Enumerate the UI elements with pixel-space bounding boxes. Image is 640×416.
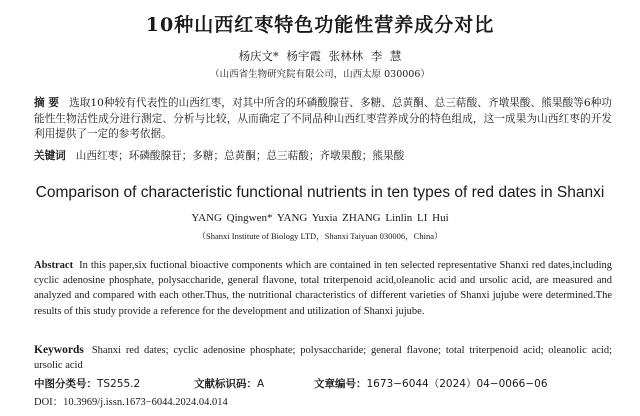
article-no-value: 1673−6044（2024）04−0066−06 <box>366 378 548 390</box>
chinese-abstract <box>34 96 612 143</box>
clc-value: TS255.2 <box>97 378 141 390</box>
english-affiliation: （Shanxi Institute of Biology LTD，Shanxi Taiyuan 030006，China） <box>197 231 443 241</box>
article-no-label: 文章编号： <box>314 378 367 390</box>
chinese-keywords-label: 关键词 <box>34 150 66 162</box>
english-keywords <box>34 343 612 373</box>
chinese-keywords-text: 山西红枣；环磷酸腺苷；多糖；总黄酮；总三萜酸；齐墩果酸；熊果酸 <box>75 150 405 162</box>
english-title: Comparison of characteristic functional nutrients in ten types of red dates in Shanxi <box>35 184 605 201</box>
chinese-title: 10种山西红枣特色功能性营养成分对比 <box>145 14 495 36</box>
english-abstract-text: In this paper,six fuctional bioactive components which are contained in ten selected representative Shanxi red dates,including cyclic adenosine phosphate, polysaccharide, general flavone, total triterpenoid acid,oleanolic acid and ursolic acid, are measured and analyzed and compared with each other.Thus, the nutritional characteristics of different varieties of Shanxi jujube were determined.The results of this study provide a reference for the development and utilization of Shanxi jujube. <box>34 260 612 317</box>
english-keywords-text: Shanxi red dates; cyclic adenosine phosphate; polysaccharide; general flavone; total triterpenoid acid; oleanolic acid; ursolic acid <box>34 345 612 372</box>
article-number <box>314 376 548 391</box>
english-authors: YANG Qingwen* YANG Yuxia ZHANG Linlin LI Hui <box>191 212 449 224</box>
english-abstract-label: Abstract <box>34 260 74 271</box>
chinese-affiliation: （山西省生物研究院有限公司，山西太原 030006） <box>210 69 430 80</box>
clc-label: 中图分类号： <box>34 378 97 390</box>
chinese-abstract-text: 选取10种较有代表性的山西红枣，对其中所含的环磷酸腺苷、多糖、总黄酮、总三萜酸、齐墩果酸、熊果酸等6种功能性生物活性成分进行测定、分析与比较，从而确定了不同品种山西红枣营养成分的特色组成，这一成果为山西红枣的开发利用提供了一定的参考依据。 <box>34 97 612 140</box>
chinese-authors: 杨庆文* 杨宇霞 张林林 李 慧 <box>238 49 402 63</box>
english-keywords-label: Keywords <box>34 344 84 356</box>
clc-number <box>34 376 140 391</box>
doi-line: DOI：10.3969/j.issn.1673−6044.2024.04.014 <box>34 397 228 408</box>
chinese-keywords <box>34 148 612 163</box>
english-abstract <box>34 258 612 319</box>
document-code <box>194 376 264 391</box>
chinese-abstract-label: 摘 要 <box>34 97 60 109</box>
doc-code-value: A <box>257 378 265 390</box>
doc-code-label: 文献标识码： <box>194 378 257 390</box>
